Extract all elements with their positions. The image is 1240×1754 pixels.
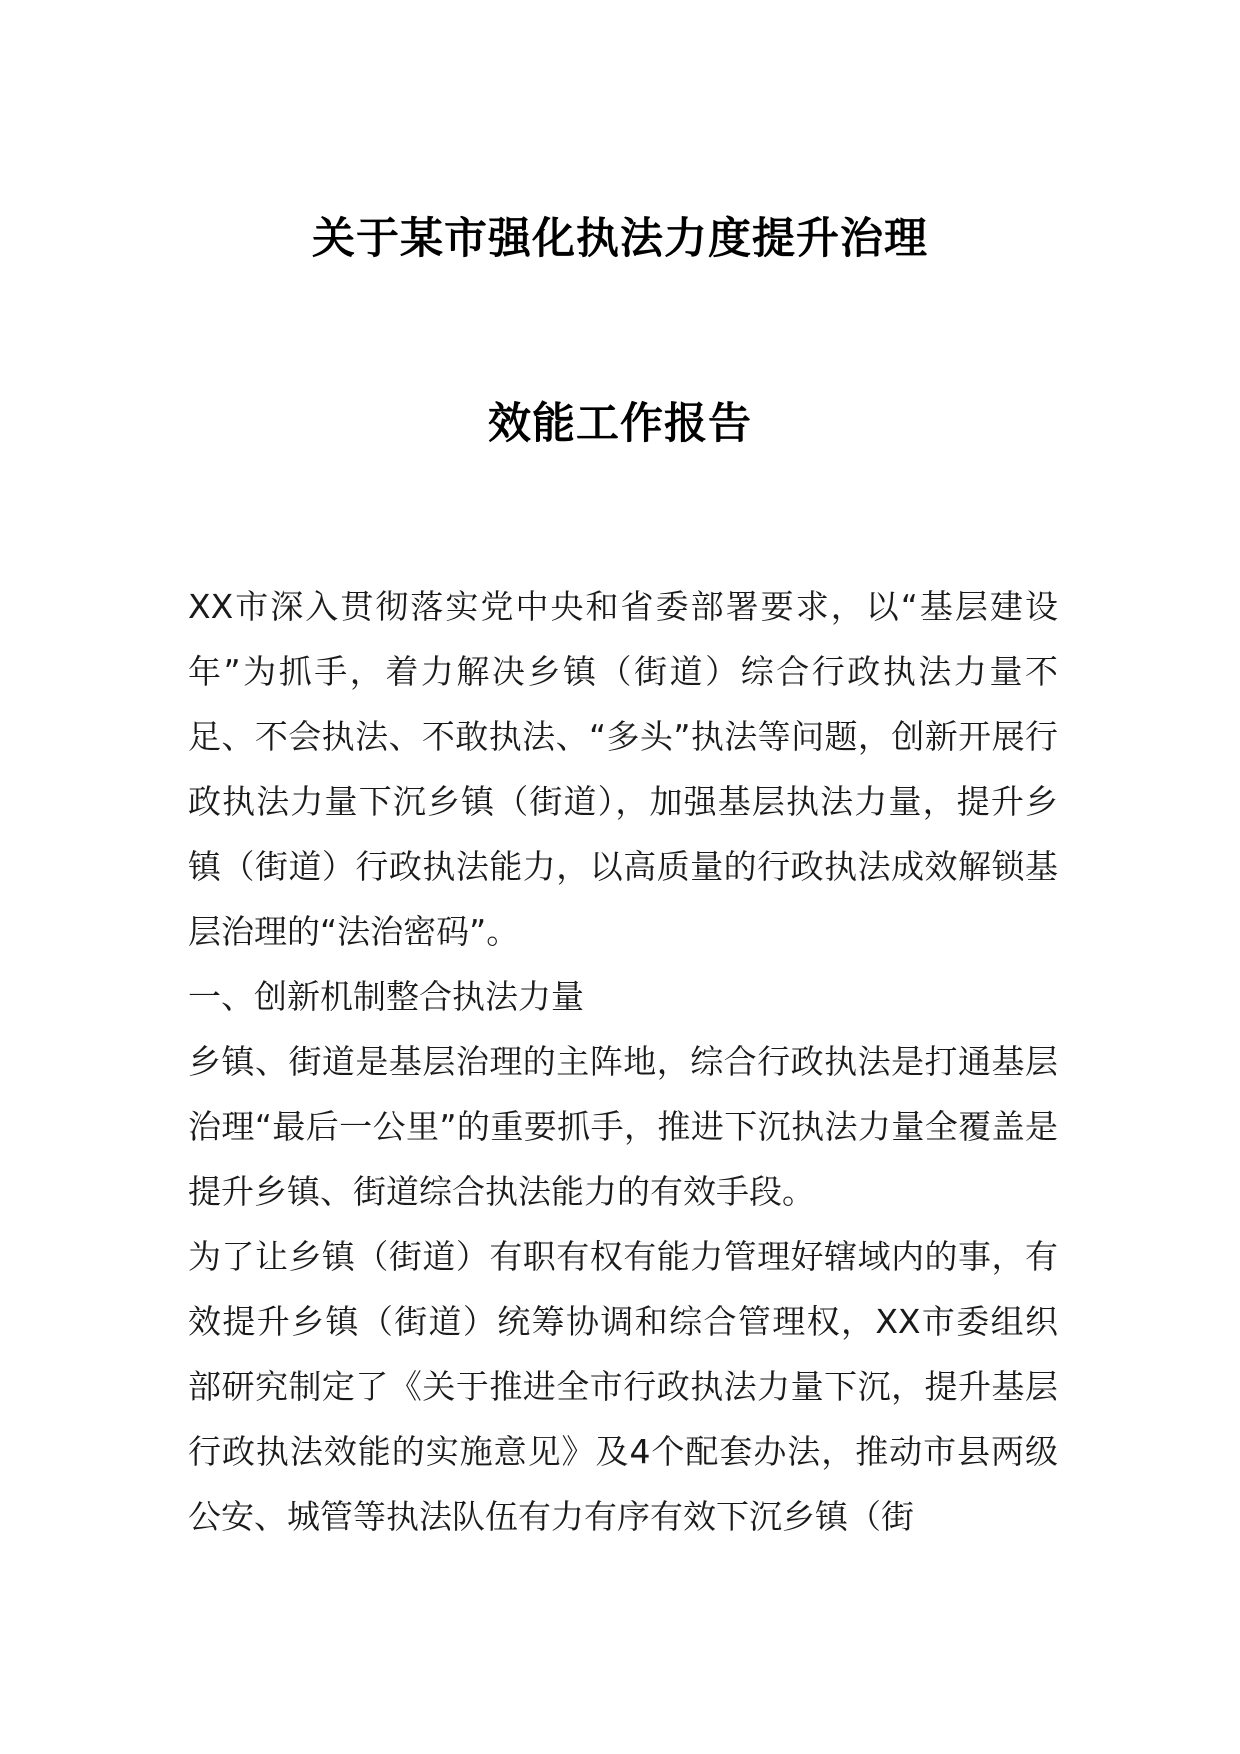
- intro-paragraph: XX市深入贯彻落实党中央和省委部署要求，以“基层建设年”为抓手，着力解决乡镇（街道）综合行政执法力量不足、不会执法、不敢执法、“多头”执法等问题，创新开展行政执法力量下沉乡镇（街道），加强基层执法力量，提升乡镇（街道）行政执法能力，以高质量的行政执法成效解锁基层治理的“法治密码”。: [188, 587, 1058, 951]
- document-title-line-2: 效能工作报告: [488, 399, 752, 449]
- section-paragraph-1: 乡镇、街道是基层治理的主阵地，综合行政执法是打通基层治理“最后一公里”的重要抓手，推进下沉执法力量全覆盖是提升乡镇、街道综合执法能力的有效手段。: [188, 1042, 1058, 1211]
- section-paragraph-2: 为了让乡镇（街道）有职有权有能力管理好辖域内的事，有效提升乡镇（街道）统筹协调和综合管理权，XX市委组织部研究制定了《关于推进全市行政执法力量下沉，提升基层行政执法效能的实施意见》及4个配套办法，推动市县两级公安、城管等执法队伍有力有序有效下沉乡镇（街: [188, 1237, 1058, 1536]
- document-title-line-1: 关于某市强化执法力度提升治理: [312, 214, 928, 264]
- document-body: [188, 574, 1058, 1549]
- section-heading: 一、创新机制整合执法力量: [188, 977, 584, 1016]
